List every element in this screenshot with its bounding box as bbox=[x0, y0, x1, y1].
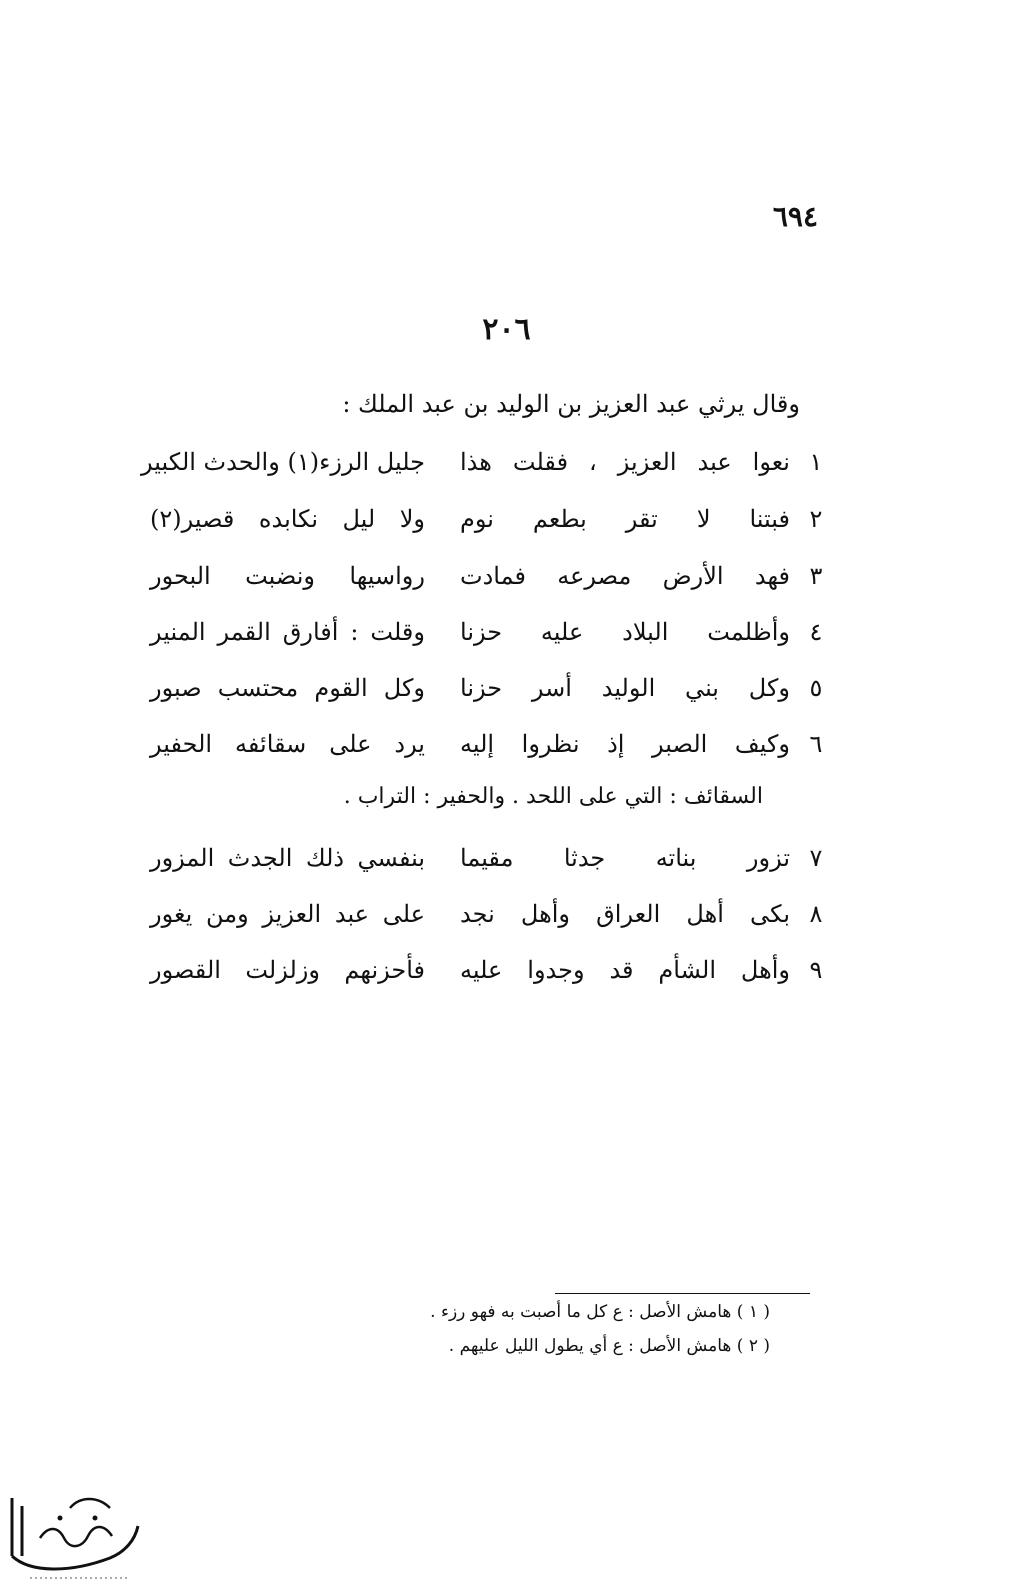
verse-second-hemistich: رواسيها ونضبت البحور bbox=[150, 562, 425, 590]
verse-line bbox=[150, 838, 830, 878]
verse-number: ٨ bbox=[809, 900, 823, 928]
library-stamp-logo bbox=[0, 1478, 150, 1583]
verse-number: ٥ bbox=[809, 674, 823, 702]
verse-number: ٩ bbox=[809, 956, 823, 984]
verse-gloss-note: السقائف : التي على اللحد . والحفير : التراب . bbox=[343, 784, 763, 809]
verse-first-hemistich: تزور بناته جدثا مقيما bbox=[460, 844, 790, 872]
footnote: ( ١ ) هامش الأصل : ع كل ما أصبت به فهو رزء . bbox=[430, 1302, 770, 1322]
verse-number: ١ bbox=[809, 448, 823, 476]
verse-first-hemistich: نعوا عبد العزيز ، فقلت هذا bbox=[460, 448, 790, 476]
verse-first-hemistich: وأظلمت البلاد عليه حزنا bbox=[460, 618, 790, 646]
verse-second-hemistich: وقلت : أفارق القمر المنير bbox=[150, 618, 425, 646]
verse-second-hemistich: جليل الرزء(١) والحدث الكبير bbox=[140, 448, 425, 476]
verse-second-hemistich: فأحزنهم وزلزلت القصور bbox=[150, 956, 425, 984]
poem-introduction: وقال يرثي عبد العزيز بن الوليد بن عبد الملك : bbox=[342, 390, 800, 418]
verse-line bbox=[150, 724, 830, 764]
verse-first-hemistich: وكل بني الوليد أسر حزنا bbox=[460, 674, 790, 702]
footnote: ( ٢ ) هامش الأصل : ع أي يطول الليل عليهم . bbox=[448, 1336, 770, 1356]
verse-number: ٦ bbox=[809, 730, 823, 758]
verse-second-hemistich: على عبد العزيز ومن يغور bbox=[150, 900, 425, 928]
verse-line bbox=[140, 442, 830, 482]
verse-line bbox=[150, 499, 830, 539]
verse-line bbox=[150, 668, 830, 708]
verse-line bbox=[150, 556, 830, 596]
verse-first-hemistich: فبتنا لا تقر بطعم نوم bbox=[460, 505, 790, 533]
poem-number: ٢٠٦ bbox=[482, 312, 531, 347]
verse-line bbox=[150, 950, 830, 990]
verse-number: ٣ bbox=[809, 562, 823, 590]
verse-second-hemistich: بنفسي ذلك الجدث المزور bbox=[150, 844, 425, 872]
verse-number: ٤ bbox=[809, 618, 823, 646]
page-number: ٦٩٤ bbox=[772, 200, 818, 233]
verse-number: ٧ bbox=[809, 844, 823, 872]
verse-first-hemistich: وكيف الصبر إذ نظروا إليه bbox=[460, 730, 790, 758]
verse-first-hemistich: فهد الأرض مصرعه فمادت bbox=[460, 562, 790, 590]
footnote-separator bbox=[555, 1293, 810, 1294]
verse-line bbox=[150, 894, 830, 934]
verse-line bbox=[150, 612, 830, 652]
verse-first-hemistich: وأهل الشأم قد وجدوا عليه bbox=[460, 956, 790, 984]
verse-second-hemistich: ولا ليل نكابده قصير(٢) bbox=[150, 505, 425, 533]
verse-second-hemistich: يرد على سقائفه الحفير bbox=[150, 730, 425, 758]
verse-second-hemistich: وكل القوم محتسب صبور bbox=[150, 674, 425, 702]
verse-number: ٢ bbox=[809, 505, 823, 533]
verse-first-hemistich: بكى أهل العراق وأهل نجد bbox=[460, 900, 790, 928]
